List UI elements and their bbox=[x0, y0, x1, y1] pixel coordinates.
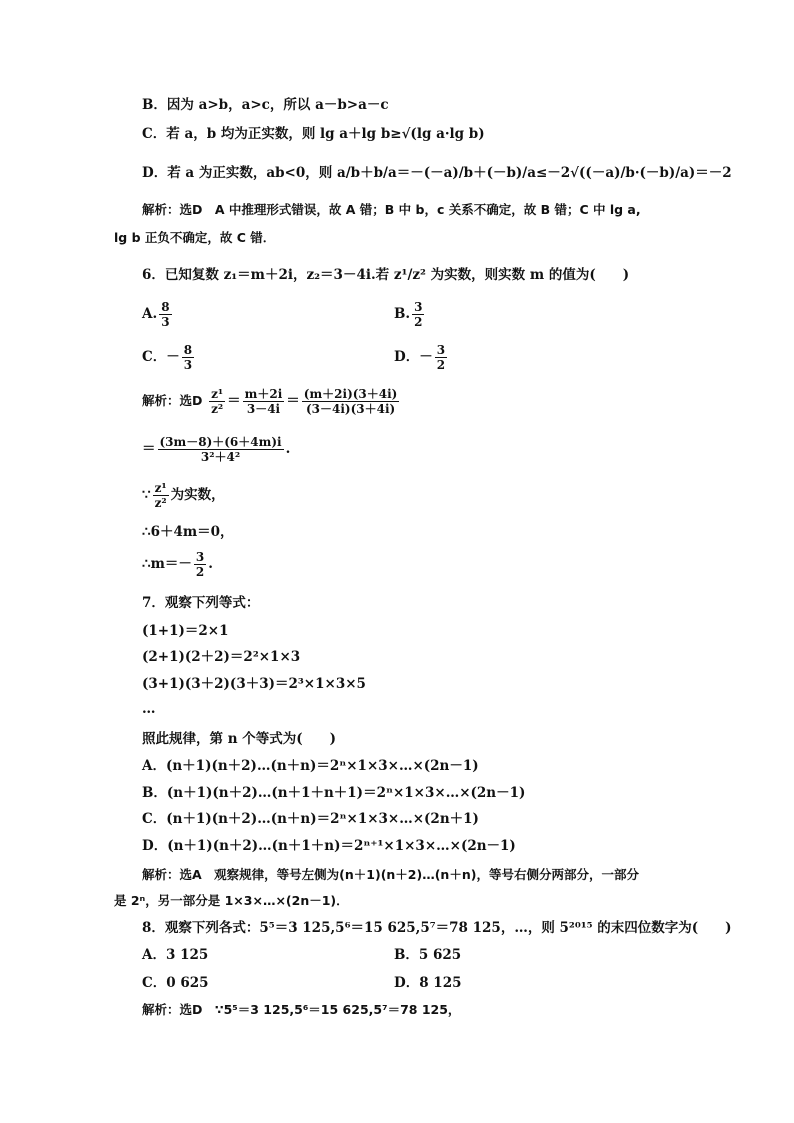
q5-option-d bbox=[142, 164, 732, 182]
q6-option-a bbox=[142, 300, 174, 329]
q7-dots: … bbox=[142, 701, 156, 717]
q6-solution-line5: ∴m＝－ $\frac{3}{2}$ . bbox=[142, 550, 213, 579]
q6-stem: 6．已知复数 z₁＝m＋2i，z₂＝3－4i.若 z¹/z² 为实数，则实数 m 的值为( ) bbox=[142, 267, 630, 283]
q7-option-d: D．(n＋1)(n＋2)…(n＋1＋n)＝2ⁿ⁺¹×1×3×…×(2n－1) bbox=[142, 838, 516, 854]
q5-solution-line2: lg b 正负不确定，故 C 错． bbox=[114, 230, 276, 245]
q6-solution-frac2 bbox=[243, 387, 285, 416]
q6-option-c-fraction bbox=[182, 343, 194, 372]
q6-option-c-label: C．－ bbox=[142, 349, 180, 365]
q6-option-b-num: 3 bbox=[414, 300, 423, 314]
q5-option-d-prefix: D．若 a 为正实数，ab<0，则 bbox=[142, 165, 333, 181]
q5-solution-line1: 解析：选D A 中推理形式错误，故 A 错；B 中 b，c 关系不确定，故 B 错；C 中 lg a, bbox=[142, 202, 641, 217]
q6-option-b-den: 2 bbox=[414, 315, 423, 329]
q7-solution-line1: 解析：选A 观察规律，等号左侧为(n＋1)(n＋2)…(n＋n)，等号右侧分两部分，一部分 bbox=[142, 867, 639, 882]
q6-option-d-fraction bbox=[435, 343, 447, 372]
q6-solution-frac1 bbox=[209, 387, 225, 416]
q6-option-a-num: 8 bbox=[161, 300, 170, 314]
q6-option-d bbox=[394, 343, 449, 372]
q7-stem: 7．观察下列等式： bbox=[142, 595, 260, 611]
q6-solution-frac5-num: z¹ bbox=[154, 481, 167, 495]
q6-option-c-den: 3 bbox=[183, 358, 193, 372]
q8-option-b: B．5 625 bbox=[394, 947, 462, 963]
q6-option-b bbox=[394, 300, 426, 329]
q7-solution-line2: 是 2ⁿ，另一部分是 1×3×…×(2n－1)． bbox=[114, 893, 349, 908]
q7-option-c: C．(n＋1)(n＋2)…(n＋n)＝2ⁿ×1×3×…×(2n＋1) bbox=[142, 811, 479, 827]
q6-solution-line2: ＝ $\frac{(3m-8)+(6+4m)i}{\text{3²＋4²}}$ . bbox=[142, 435, 291, 464]
q6-solution-frac5-den: z² bbox=[154, 496, 167, 510]
q6-solution-frac6-num: 3 bbox=[195, 550, 205, 564]
q6-option-d-num: 3 bbox=[436, 343, 446, 357]
q6-solution-frac4-num: (3m－8)＋(6＋4m)i bbox=[159, 435, 282, 449]
q6-solution-frac4 bbox=[158, 435, 284, 464]
q6-solution-frac1-den: z² bbox=[211, 402, 224, 416]
q6-option-a-label: A. bbox=[142, 306, 158, 322]
q6-solution-line1: 解析：选D $\frac{\text{z¹}}{\text{z²}}$ ＝ $\frac{m+2i}{3-4i}$ ＝ $\frac{(m+2i)(3+4i)}{(3-4i)(3+4i)}$ bbox=[142, 387, 398, 416]
q5-option-d-formula: a/b＋b/a＝－(－a)/b＋(－b)/a≤－2√((－a)/b·(－b)/a)＝－2 bbox=[336, 165, 732, 181]
q7-equation-3: (3+1)(3＋2)(3＋3)＝2³×1×3×5 bbox=[142, 676, 366, 692]
q8-option-c: C．0 625 bbox=[142, 975, 209, 991]
q6-solution-frac5 bbox=[153, 481, 169, 510]
q6-option-b-fraction bbox=[412, 300, 424, 329]
q6-solution-eq2-prefix: ∴m＝－ bbox=[142, 556, 192, 572]
q7-option-b: B．(n＋1)(n＋2)…(n＋1＋n＋1)＝2ⁿ×1×3×…×(2n－1) bbox=[142, 785, 526, 801]
q6-option-b-label: B. bbox=[394, 306, 411, 322]
q7-equation-1: (1+1)＝2×1 bbox=[142, 623, 229, 639]
q6-solution-frac2-den: 3－4i bbox=[246, 402, 281, 416]
q8-option-a: A．3 125 bbox=[142, 947, 209, 963]
q8-stem: 8．观察下列各式：5⁵＝3 125,5⁶＝15 625,5⁷＝78 125，…，则 5²⁰¹⁵ 的末四位数字为( ) bbox=[142, 920, 732, 936]
q6-option-c bbox=[142, 343, 196, 372]
q6-solution-prefix: 解析：选D bbox=[142, 393, 203, 408]
q6-solution-frac1-num: z¹ bbox=[211, 387, 224, 401]
q6-solution-line4: ∴6＋4m＝0， bbox=[142, 524, 234, 540]
q6-option-d-label: D．－ bbox=[394, 349, 433, 365]
q5-option-c: C．若 a，b 均为正实数，则 lg a＋lg b≥√(lg a·lg b) bbox=[142, 126, 485, 142]
q6-option-a-den: 3 bbox=[161, 315, 170, 329]
q6-solution-frac3-num: (m＋2i)(3＋4i) bbox=[303, 387, 398, 401]
q6-option-c-num: 8 bbox=[183, 343, 193, 357]
q7-equation-2: (2+1)(2＋2)＝2²×1×3 bbox=[142, 649, 301, 665]
q6-option-a-fraction bbox=[159, 300, 171, 329]
q6-solution-frac2-num: m＋2i bbox=[244, 387, 283, 401]
q5-option-b: B．因为 a>b，a>c，所以 a－b>a－c bbox=[142, 97, 389, 113]
q6-solution-because-tail: 为实数， bbox=[170, 487, 225, 503]
q7-option-a: A．(n＋1)(n＋2)…(n＋n)＝2ⁿ×1×3×…×(2n－1) bbox=[142, 758, 479, 774]
q6-solution-because: ∵ bbox=[142, 487, 151, 503]
q6-option-d-den: 2 bbox=[436, 358, 446, 372]
q8-option-d: D．8 125 bbox=[394, 975, 462, 991]
q6-solution-frac6-den: 2 bbox=[195, 565, 205, 579]
q6-solution-frac6 bbox=[194, 550, 206, 579]
q6-solution-frac4-den: 3²＋4² bbox=[200, 450, 241, 464]
q8-solution-line1: 解析：选D ∵5⁵＝3 125,5⁶＝15 625,5⁷＝78 125， bbox=[142, 1002, 461, 1017]
q7-question: 照此规律，第 n 个等式为( ) bbox=[142, 731, 336, 747]
q6-solution-line3 bbox=[142, 481, 225, 510]
q6-solution-frac3 bbox=[302, 387, 400, 416]
q6-solution-frac3-den: (3－4i)(3＋4i) bbox=[305, 402, 396, 416]
